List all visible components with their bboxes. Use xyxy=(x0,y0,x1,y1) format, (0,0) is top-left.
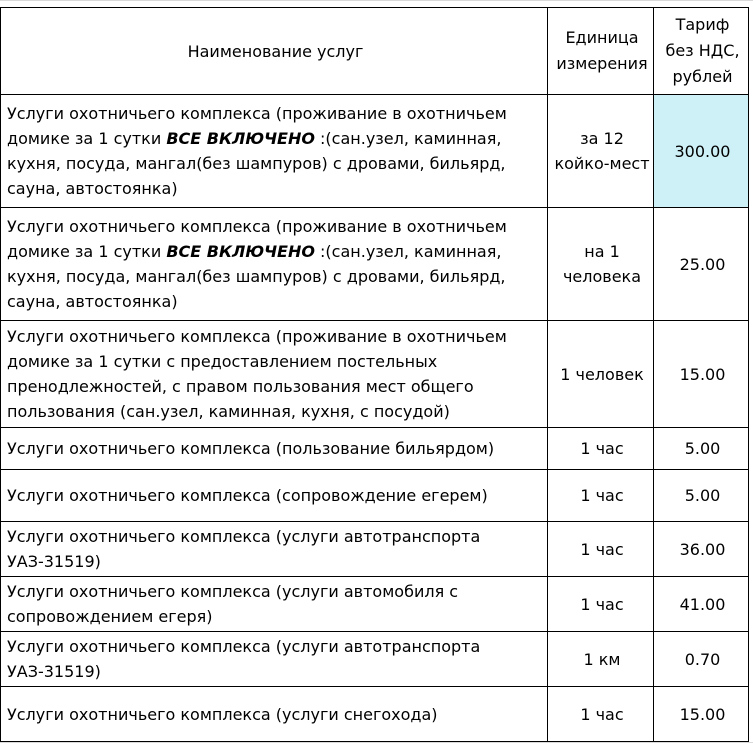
table-row xyxy=(1,577,749,632)
service-description-cell[interactable]: Услуги охотничьего комплекса (услуги автотранспорта УАЗ-31519) xyxy=(1,522,548,577)
table-row xyxy=(1,95,749,208)
table-row xyxy=(1,208,749,321)
service-description-cell[interactable] xyxy=(1,208,548,321)
header-service-name[interactable]: Наименование услуг xyxy=(1,8,548,95)
table-row xyxy=(1,522,749,577)
unit-cell[interactable]: 1 час xyxy=(548,470,654,522)
service-description-cell[interactable] xyxy=(1,95,548,208)
service-description-text: Услуги охотничьего комплекса (проживание в охотничьем домике за 1 сутки xyxy=(7,217,507,261)
unit-cell[interactable]: на 1 человека xyxy=(548,208,654,321)
table-row xyxy=(1,687,749,742)
price-cell[interactable]: 15.00 xyxy=(654,687,749,742)
service-description-cell[interactable]: Услуги охотничьего комплекса (услуги снегохода) xyxy=(1,687,548,742)
unit-cell[interactable]: за 12 койко-мест xyxy=(548,95,654,208)
table-row xyxy=(1,632,749,687)
header-row xyxy=(1,8,749,95)
price-cell[interactable]: 5.00 xyxy=(654,470,749,522)
service-description-cell[interactable]: Услуги охотничьего комплекса (проживание в охотничьем домике за 1 сутки с предоставлением постельных пренодлежностей, с правом пользования мест общего пользования (сан.узел, каминная, кухня, с посудой) xyxy=(1,321,548,428)
unit-cell[interactable]: 1 час xyxy=(548,428,654,470)
grid-line xyxy=(0,0,753,1)
price-cell[interactable]: 15.00 xyxy=(654,321,749,428)
header-price[interactable]: Тариф без НДС, рублей xyxy=(654,8,749,95)
price-cell[interactable]: 25.00 xyxy=(654,208,749,321)
tariff-table xyxy=(0,7,749,742)
unit-cell[interactable]: 1 час xyxy=(548,687,654,742)
table-row xyxy=(1,470,749,522)
unit-cell[interactable]: 1 человек xyxy=(548,321,654,428)
service-description-text: Услуги охотничьего комплекса (проживание в охотничьем домике за 1 сутки xyxy=(7,104,507,148)
service-description-cell[interactable]: Услуги охотничьего комплекса (сопровождение егерем) xyxy=(1,470,548,522)
price-cell[interactable]: 5.00 xyxy=(654,428,749,470)
service-description-text: :(сан.узел, каминная, кухня, посуда, мангал(без шампуров) с дровами, бильярд, сауна, автостоянка) xyxy=(7,129,506,198)
unit-cell[interactable]: 1 час xyxy=(548,577,654,632)
price-cell-selected[interactable]: 300.00 xyxy=(654,95,749,208)
all-inclusive-label: ВСЕ ВКЛЮЧЕНО xyxy=(166,129,315,148)
price-cell[interactable]: 41.00 xyxy=(654,577,749,632)
price-cell[interactable]: 36.00 xyxy=(654,522,749,577)
service-description-text: :(сан.узел, каминная, кухня, посуда, мангал(без шампуров) с дровами, бильярд, сауна, автостоянка) xyxy=(7,242,506,311)
service-description-cell[interactable]: Услуги охотничьего комплекса (услуги автотранспорта УАЗ-31519) xyxy=(1,632,548,687)
service-description-cell[interactable]: Услуги охотничьего комплекса (услуги автомобиля с сопровождением егеря) xyxy=(1,577,548,632)
all-inclusive-label: ВСЕ ВКЛЮЧЕНО xyxy=(166,242,315,261)
unit-cell[interactable]: 1 час xyxy=(548,522,654,577)
service-description-cell[interactable]: Услуги охотничьего комплекса (пользование бильярдом) xyxy=(1,428,548,470)
unit-cell[interactable]: 1 км xyxy=(548,632,654,687)
grid-line xyxy=(0,742,753,743)
table-row xyxy=(1,321,749,428)
header-unit[interactable]: Единица измерения xyxy=(548,8,654,95)
price-cell[interactable]: 0.70 xyxy=(654,632,749,687)
table-row xyxy=(1,428,749,470)
